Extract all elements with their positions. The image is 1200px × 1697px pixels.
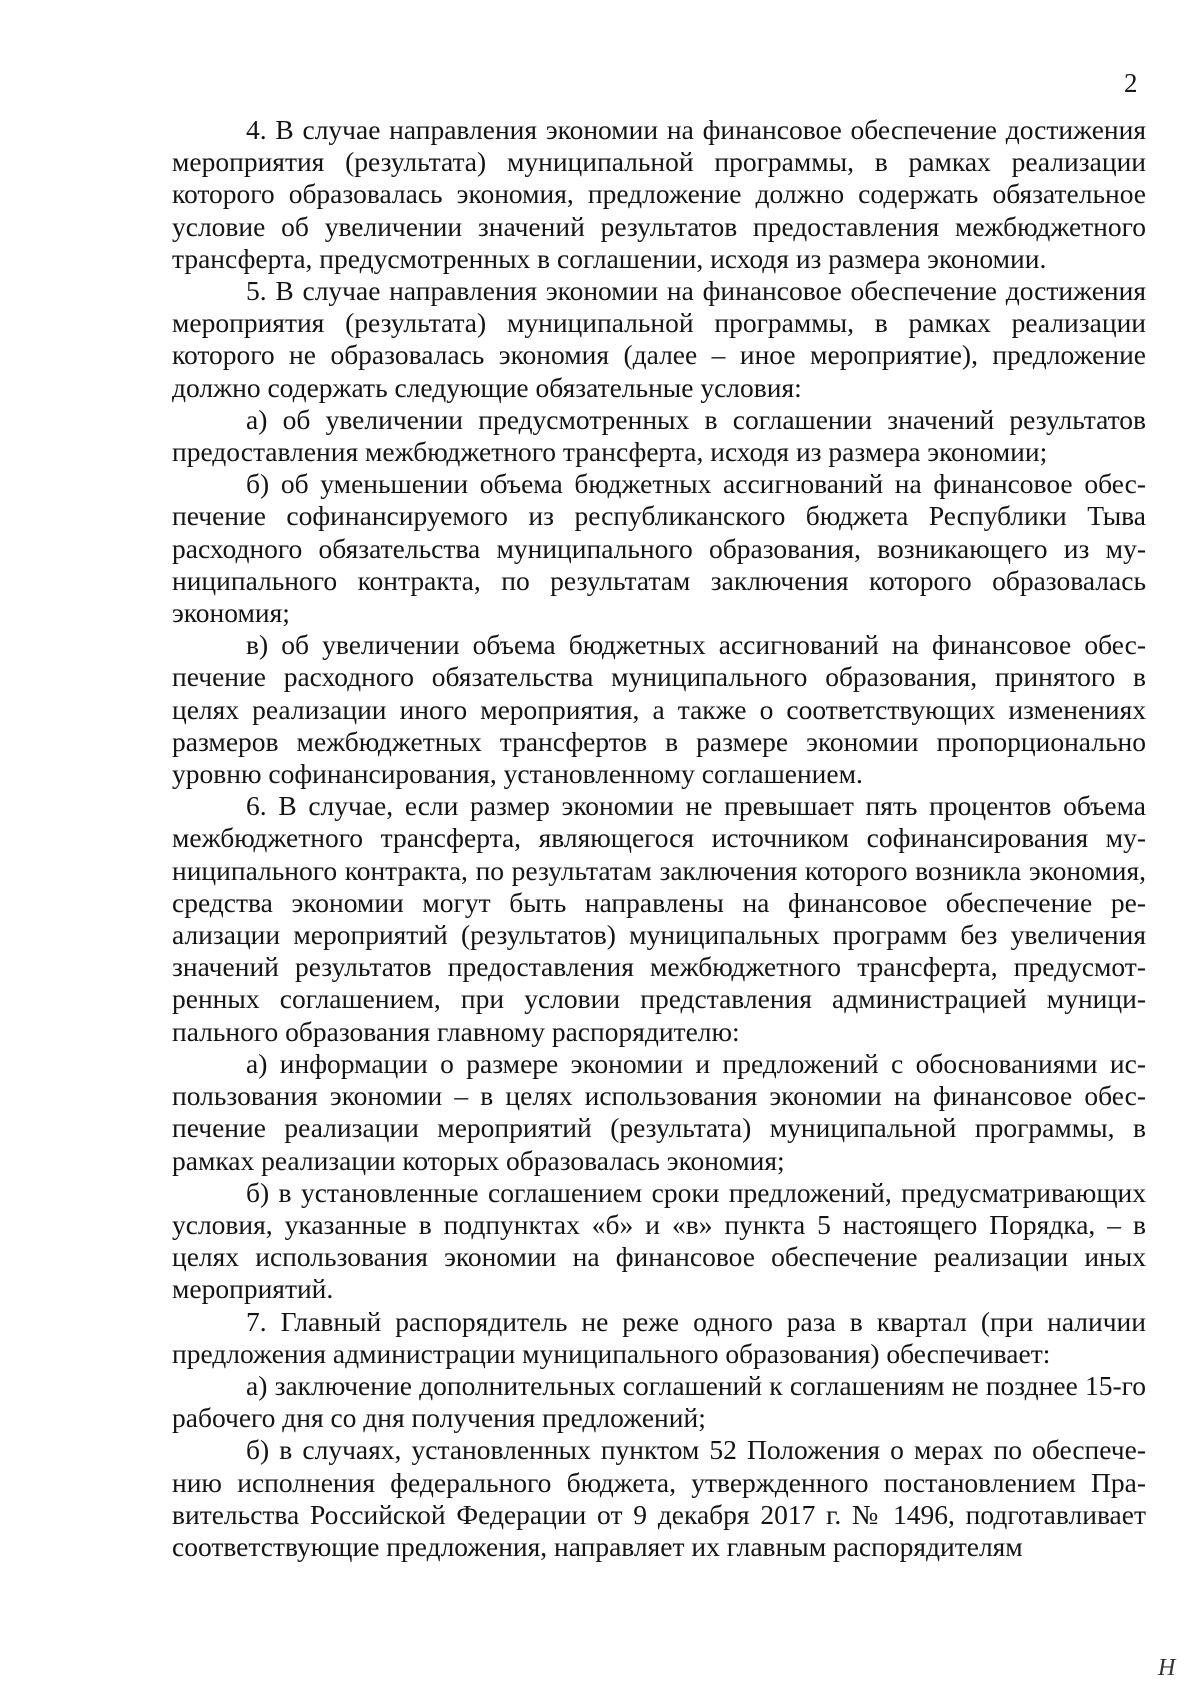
paragraph-6-b: б) в установленные соглашением сроки предложений, предусматривающих условия, указанные в подпунктах «б» и «в» пункта 5 настоящего Порядка, – в целях использования экономии на финансовое обеспечение реализации иных мероприятий. [172, 1176, 1146, 1305]
paragraph-6-a: а) информации о размере экономии и предложений с обоснованиями использования экономии – в целях использования экономии на финансовое обеспечение реализации мероприятий (результата) муниципальной программы, в рамках реализации которых образовалась экономия; [172, 1047, 1146, 1176]
paragraph-5: 5. В случае направления экономии на финансовое обеспечение достижения мероприятия (результата) муниципальной программы, в рамках реализации которого не образовалась экономия (далее – иное мероприятие), предложение должно содержать следующие обязательные условия: [172, 275, 1146, 403]
document-body [172, 114, 1146, 1563]
paragraph-6: 6. В случае, если размер экономии не превышает пять процентов объема межбюджетного трансферта, являющегося источником софинансирования муниципального контракта, по результатам заключения которого возникла экономия, средства экономии могут быть направлены на финансовое обеспечение реализации мероприятий (результатов) муниципальных программ без увеличения значений результатов предоставления межбюджетного трансферта, предусмотренных соглашением, при условии представления администрацией муниципального образования главному распорядителю: [172, 790, 1146, 1047]
paragraph-7-a: а) заключение дополнительных соглашений к соглашениям не позднее 15-го рабочего дня со дня получения предложений; [172, 1369, 1146, 1434]
paragraph-5-b: б) об уменьшении объема бюджетных ассигнований на финансовое обеспечение софинансируемого из республиканского бюджета Республики Тыва расходного обязательства муниципального образования, возникающего из муниципального контракта, по результатам заключения которого образовалась экономия; [172, 468, 1146, 629]
corner-mark: Н [1158, 1655, 1176, 1681]
paragraph-7-b: б) в случаях, установленных пунктом 52 Положения о мерах по обеспечению исполнения федерального бюджета, утвержденного постановлением Правительства Российской Федерации от 9 декабря 2017 г. № 1496, подготавливает соответствующие предложения, направляет их главным распорядителям [172, 1434, 1146, 1562]
page-number: 2 [1124, 68, 1138, 98]
paragraph-7: 7. Главный распорядитель не реже одного раза в квартал (при наличии предложения администрации муниципального образования) обеспечивает: [172, 1305, 1146, 1369]
paragraph-4: 4. В случае направления экономии на финансовое обеспечение достижения мероприятия (результата) муниципальной программы, в рамках реализации которого образовалась экономия, предложение должно содержать обязательное условие об увеличении значений результатов предоставления межбюджетного трансферта, предусмотренных в соглашении, исходя из размера экономии. [172, 114, 1146, 274]
paragraph-5-a: а) об увеличении предусмотренных в соглашении значений результатов предоставления межбюджетного трансферта, исходя из размера экономии; [172, 403, 1146, 468]
paragraph-5-v: в) об увеличении объема бюджетных ассигнований на финансовое обеспечение расходного обязательства муниципального образования, принятого в целях реализации иного мероприятия, а также о соответствующих изменениях размеров межбюджетных трансфертов в размере экономии пропорционально уровню софинансирования, установленному соглашением. [172, 629, 1146, 790]
